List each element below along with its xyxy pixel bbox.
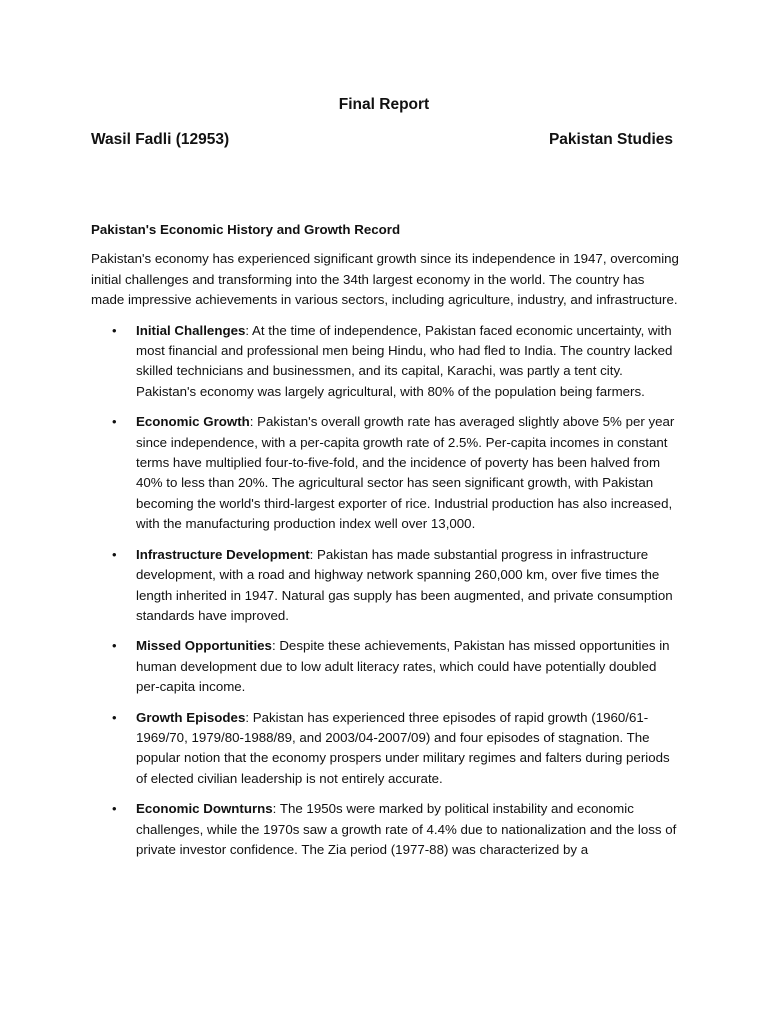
bullet-text: : At the time of independence, Pakistan faced economic uncertainty, with most financial and professional men being Hindu, who had fled to India. The country lacked skilled technicians and businessmen, and its capital, Karachi, was partly a tent city. Pakistan's economy was largely agricultural, with 80% of the population being farmers. xyxy=(136,322,673,399)
list-item xyxy=(91,412,679,534)
bullet-term: Infrastructure Development xyxy=(136,546,310,562)
bullet-text: : Pakistan has experienced three episodes of rapid growth (1960/61-1969/70, 1979/80-1988/89, and 2003/04-2007/09) and four episodes of stagnation. The popular notion that the economy prospers under military regimes and falters during periods of elected civilian leadership is not entirely accurate. xyxy=(136,709,670,786)
list-item xyxy=(91,545,679,627)
bullet-term: Economic Downturns xyxy=(136,801,273,817)
author-name: Wasil Fadli (12953) xyxy=(91,131,230,148)
bullet-text: : Despite these achievements, Pakistan has missed opportunities in human development due to low adult literacy rates, which could have potentially doubled per-capita income. xyxy=(136,638,670,695)
bullet-icon: • xyxy=(112,322,117,338)
bullet-list xyxy=(91,321,679,861)
bullet-icon: • xyxy=(112,801,117,817)
bullet-text: : The 1950s were marked by political instability and economic challenges, while the 1970s saw a growth rate of 4.4% due to nationalization and the loss of private investor confidence. The Zia period (1977-88) was characterized by a xyxy=(136,801,677,857)
bullet-term: Missed Opportunities xyxy=(136,638,272,654)
list-item xyxy=(91,799,679,860)
bullet-term: Initial Challenges xyxy=(136,322,246,338)
bullet-icon: • xyxy=(112,638,117,654)
intro-paragraph: Pakistan's economy has experienced significant growth since its independence in 1947, overcoming initial challenges and transforming into the 34th largest economy in the world. The country has made impressive achievements in various sectors, including agriculture, industry, and infrastructure. xyxy=(91,251,679,308)
bullet-term: Economic Growth xyxy=(136,414,250,430)
document-title: Final Report xyxy=(338,96,430,113)
course-subject: Pakistan Studies xyxy=(548,131,673,148)
bullet-term: Growth Episodes xyxy=(136,709,246,725)
bullet-text: : Pakistan has made substantial progress in infrastructure development, with a road and highway network spanning 260,000 km, over five times the length inherited in 1947. Natural gas supply has been augmented, and private consumption standards have improved. xyxy=(136,546,673,623)
list-item xyxy=(91,708,679,790)
bullet-icon: • xyxy=(112,414,117,430)
document-body xyxy=(91,220,679,870)
bullet-icon: • xyxy=(112,709,117,725)
section-heading: Pakistan's Economic History and Growth Record xyxy=(91,222,401,237)
list-item xyxy=(91,636,679,697)
bullet-text: : Pakistan's overall growth rate has averaged slightly above 5% per year since independence, with a per-capita growth rate of 2.5%. Per-capita incomes in constant terms have multiplied four-to-five-fold, and the incidence of poverty has been halved from 40% to less than 20%. The agricultural sector has seen significant growth, with Pakistan becoming the world's third-largest exporter of rice. Industrial production has also increased, with the manufacturing production index well over 13,000. xyxy=(136,414,675,532)
list-item xyxy=(91,321,679,403)
bullet-icon: • xyxy=(112,546,117,562)
